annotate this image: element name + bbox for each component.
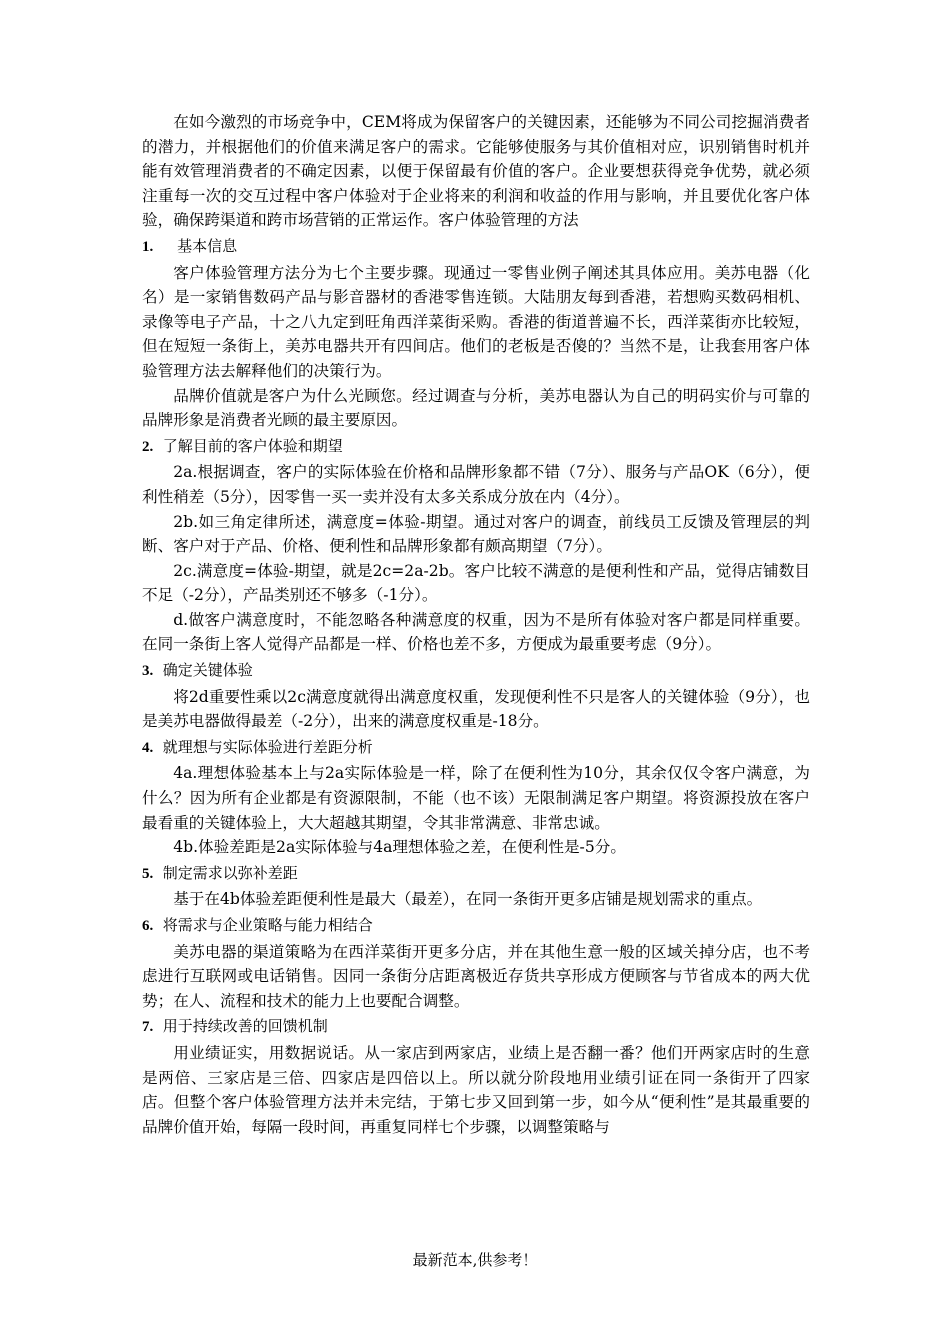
section-number: 5. [142,865,154,882]
section-title: 将需求与企业策略与能力相结合 [162,916,373,934]
page-footer: 最新范本,供参考！ [412,1251,538,1269]
section-title: 确定关键体验 [162,661,253,680]
section-number: 1. [142,238,154,255]
section-paragraph: 美苏电器的渠道策略为在西洋菜街开更多分店，并在其他生意一般的区域关掉分店，也不考虑进行互联网或电话销售。因同一条街分店距离极近存货共享形成方便顾客与节省成本的两大优势；在人、流程和技术的能力上也要配合调整。 [142,942,810,1010]
section-heading [142,913,810,939]
section-number: 4. [142,739,154,756]
intro-paragraph: 在如今激烈的市场竞争中，CEM将成为保留客户的关键因素，还能够为不同公司挖掘消费者的潜力，并根据他们的价值来满足客户的需求。它能够使服务与其价值相对应，识别销售时机并能有效管理消费者的不确定因素，以便于保留最有价值的客户。企业要想获得竞争优势，就必须注重每一次的交互过程中客户体验对于企业将来的利润和收益的作用与影响，并且要优化客户体验，确保跨渠道和跨市场营销的正常运作。客户体验管理的方法 [142,113,810,230]
section-heading [142,861,810,887]
section-number: 7. [142,1019,154,1036]
section-paragraph: 客户体验管理方法分为七个主要步骤。现通过一零售业例子阐述其具体应用。美苏电器（化名）是一家销售数码产品与影音器材的香港零售连锁。大陆朋友每到香港，若想购买数码相机、录像等电子产品，十之八九定到旺角西洋菜街采购。香港的街道普遍不长，西洋菜街亦比较短，但在短短一条街上，美苏电器共开有四间店。他们的老板是否傻的？当然不是，让我套用客户体验管理方法去解释他们的决策行为。 [142,263,810,380]
section-heading [142,1014,810,1040]
section-paragraph: 4b.体验差距是2a实际体验与4a理想体验之差，在便利性是-5分。 [173,838,626,857]
section-number: 6. [142,918,154,934]
section-heading [142,434,810,460]
section-paragraph: 2c.满意度=体验-期望，就是2c=2a-2b。客户比较不满意的是便利性和产品，觉得店铺数目不足（-2分），产品类别还不够多（-1分）。 [142,561,810,605]
section-paragraph: 用业绩证实，用数据说话。从一家店到两家店，业绩上是否翻一番？他们开两家店时的生意是两倍、三家店是三倍、四家店是四倍以上。所以就分阶段地用业绩引证在同一条街开了四家店。但整个客户体验管理方法并未完结，于第七步又回到第一步，如今从“便利性”是其最重要的品牌价值开始，每隔一段时间，再重复同样七个步骤，以调整策略与 [142,1043,810,1136]
section-paragraph: 品牌价值就是客户为什么光顾您。经过调查与分析，美苏电器认为自己的明码实价与可靠的品牌形象是消费者光顾的最主要原因。 [142,386,810,430]
section-paragraph: 基于在4b体验差距便利性是最大（最差），在同一条街开更多店铺是规划需求的重点。 [173,890,763,909]
section-paragraph: 将2d重要性乘以2c满意度就得出满意度权重，发现便利性不只是客人的关键体验（9分），也是美苏电器做得最差（-2分），出来的满意度权重是-18分。 [142,687,810,731]
section-title: 制定需求以弥补差距 [162,863,298,882]
section-heading [142,658,810,684]
section-number: 2. [142,438,154,455]
section-paragraph: 2a.根据调查，客户的实际体验在价格和品牌形象都不错（7分）、服务与产品OK（6分），便利性稍差（5分），因零售一买一卖并没有太多关系成分放在内（4分）。 [142,463,810,506]
section-heading [142,735,810,761]
section-paragraph: d.做客户满意度时，不能忽略各种满意度的权重，因为不是所有体验对客户都是同样重要。在同一条街上客人觉得产品都是一样、价格也差不多，方便成为最重要考虑（9分）。 [142,610,810,654]
section-title: 基本信息 [177,236,238,255]
section-title: 就理想与实际体验进行差距分析 [162,737,373,756]
section-title: 了解目前的客户体验和期望 [162,436,343,455]
section-number: 3. [142,663,154,680]
section-paragraph: 2b.如三角定律所述，满意度=体验-期望。通过对客户的调查，前线员工反馈及管理层的判断、客户对于产品、价格、便利性和品牌形象都有颇高期望（7分）。 [142,512,810,556]
section-paragraph: 4a.理想体验基本上与2a实际体验是一样，除了在便利性为10分，其余仅仅令客户满意，为什么？因为所有企业都是有资源限制，不能（也不该）无限制满足客户期望。将资源投放在客户最看重的关键体验上，大大超越其期望，令其非常满意、非常忠诚。 [142,764,810,832]
section-heading [142,234,810,260]
document-body [142,110,810,1139]
section-title: 用于持续改善的回馈机制 [162,1017,328,1036]
